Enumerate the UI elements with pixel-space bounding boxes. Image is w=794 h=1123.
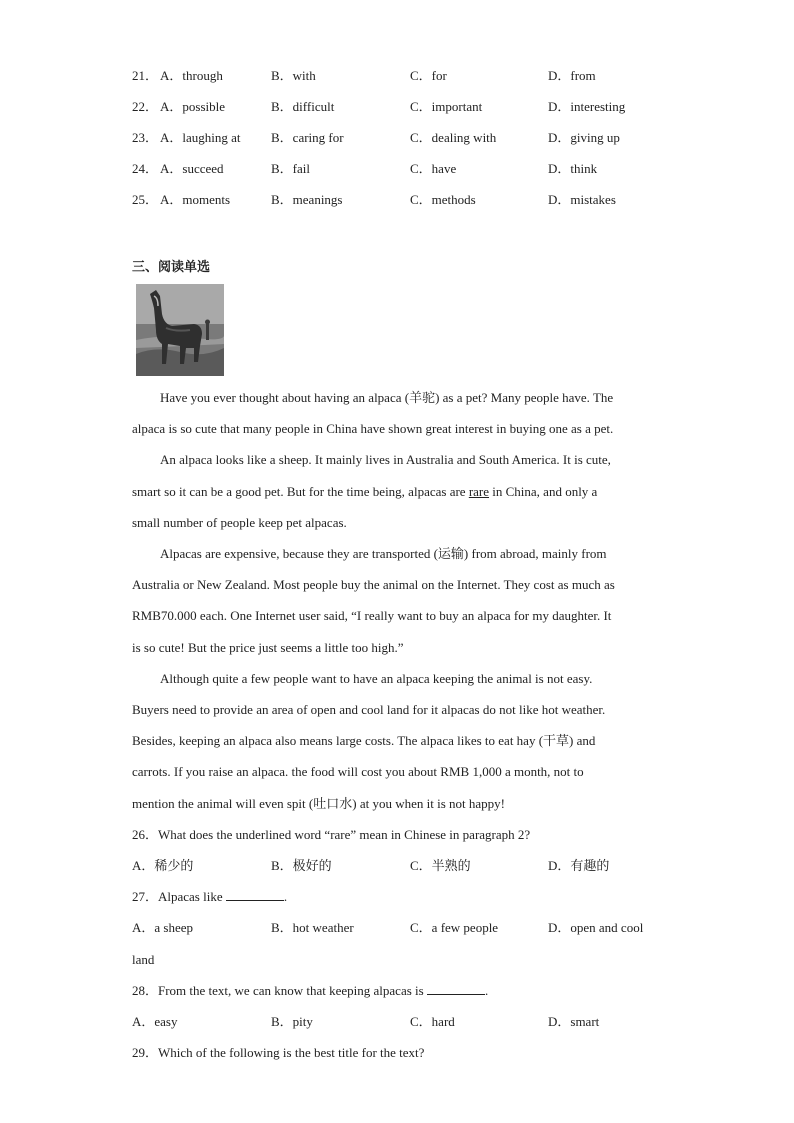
passage-line: carrots. If you raise an alpaca. the food will cost you about RMB 1,000 a month, not to <box>132 764 584 779</box>
option-b: B．极好的 <box>271 858 332 873</box>
underlined-word: rare <box>468 484 490 499</box>
stem-text: . <box>484 983 489 998</box>
option-d: D．mistakes <box>548 192 616 207</box>
passage-line: Have you ever thought about having an alpaca (羊驼) as a pet? Many people have. The <box>160 390 614 405</box>
passage-line: is so cute! But the price just seems a little too high.” <box>132 640 404 655</box>
option-d: D．open and cool <box>548 920 644 935</box>
option-a: A．through <box>160 68 223 83</box>
question-number: 25． <box>132 192 159 207</box>
alpaca-illustration <box>136 284 224 376</box>
stem-text: 27．Alpacas like <box>132 889 226 904</box>
question-29-stem: 29．Which of the following is the best title for the text? <box>132 1045 425 1060</box>
option-d: D．think <box>548 161 598 176</box>
option-d: D．interesting <box>548 99 626 114</box>
passage-line: Alpacas are expensive, because they are transported (运输) from abroad, mainly from <box>160 546 607 561</box>
question-number: 23． <box>132 130 159 145</box>
option-b: B．difficult <box>271 99 335 114</box>
option-c: C．methods <box>410 192 476 207</box>
option-d: D．smart <box>548 1014 600 1029</box>
answer-blank <box>427 982 485 995</box>
option-b: B．pity <box>271 1014 313 1029</box>
option-b: B．meanings <box>271 192 343 207</box>
option-a: A．a sheep <box>132 920 194 935</box>
passage-text: in China, and only a <box>489 484 598 499</box>
question-number: 21． <box>132 68 159 83</box>
option-d: D．from <box>548 68 596 83</box>
question-number: 22． <box>132 99 159 114</box>
passage-line: Australia or New Zealand. Most people buy the animal on the Internet. They cost as much as <box>132 577 615 592</box>
stem-text: 28．From the text, we can know that keeping alpacas is <box>132 983 427 998</box>
passage-line: alpaca is so cute that many people in China have shown great interest in buying one as a pet. <box>132 421 614 436</box>
option-c: C．for <box>410 68 447 83</box>
question-28-stem <box>132 982 662 1000</box>
passage-line: small number of people keep pet alpacas. <box>132 515 347 530</box>
option-a: A．稀少的 <box>132 858 194 873</box>
passage-line: mention the animal will even spit (吐口水) at you when it is not happy! <box>132 796 505 811</box>
option-a: A．laughing at <box>160 130 241 145</box>
option-d: D．giving up <box>548 130 620 145</box>
passage-line <box>132 483 662 501</box>
alpaca-photo <box>136 284 224 376</box>
passage-text: smart so it can be a good pet. But for the time being, alpacas are <box>132 484 469 499</box>
passage-line: An alpaca looks like a sheep. It mainly lives in Australia and South America. It is cute, <box>160 452 611 467</box>
answer-blank <box>226 888 284 901</box>
option-b: B．fail <box>271 161 310 176</box>
option-c: C．hard <box>410 1014 455 1029</box>
option-c: C．a few people <box>410 920 499 935</box>
option-d: D．有趣的 <box>548 858 610 873</box>
option-c: C．半熟的 <box>410 858 471 873</box>
section-title: 三、阅读单选 <box>132 260 211 275</box>
passage-line: Besides, keeping an alpaca also means large costs. The alpaca likes to eat hay (干草) and <box>132 733 596 748</box>
option-a: A．moments <box>160 192 231 207</box>
option-b: B．with <box>271 68 316 83</box>
option-a: A．possible <box>160 99 226 114</box>
option-d-continued: land <box>132 952 155 967</box>
question-27-stem <box>132 888 662 906</box>
passage-line: RMB70.000 each. One Internet user said, “I really want to buy an alpaca for my daughter. It <box>132 608 612 623</box>
passage-line: Buyers need to provide an area of open and cool land for it alpacas do not like hot weather. <box>132 702 606 717</box>
option-c: C．have <box>410 161 457 176</box>
question-number: 24． <box>132 161 159 176</box>
option-a: A．easy <box>132 1014 178 1029</box>
question-26-stem: 26．What does the underlined word “rare” mean in Chinese in paragraph 2? <box>132 827 531 842</box>
passage-line: Although quite a few people want to have an alpaca keeping the animal is not easy. <box>160 671 593 686</box>
option-a: A．succeed <box>160 161 224 176</box>
option-c: C．important <box>410 99 483 114</box>
stem-text: . <box>283 889 288 904</box>
option-c: C．dealing with <box>410 130 497 145</box>
option-b: B．caring for <box>271 130 344 145</box>
option-b: B．hot weather <box>271 920 354 935</box>
